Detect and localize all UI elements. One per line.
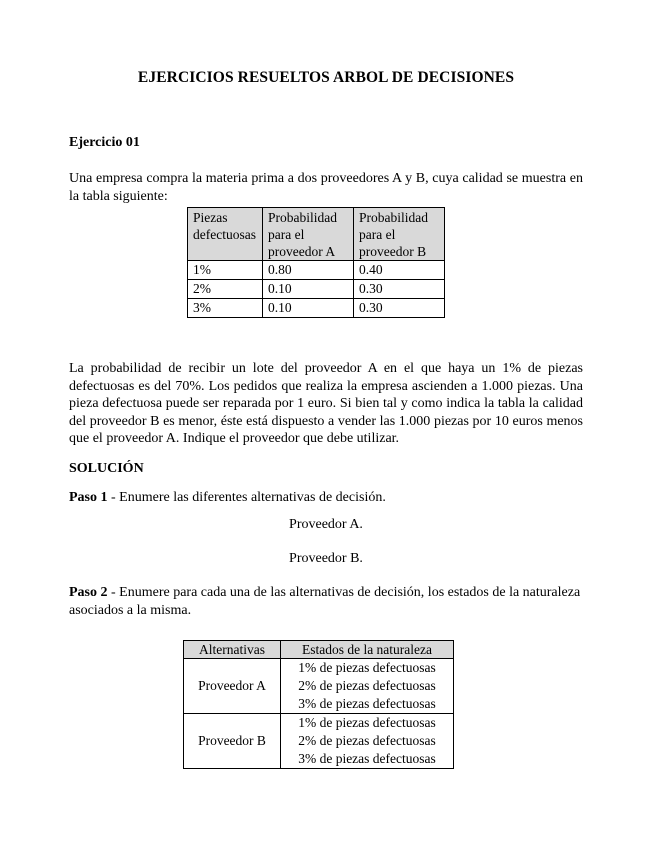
alternative-cell: Proveedor B [184, 714, 281, 769]
table-row [184, 714, 454, 769]
state-item: 2% de piezas defectuosas [298, 733, 436, 748]
table-row [184, 659, 454, 714]
table-cell: 0.10 [263, 280, 354, 299]
step1-paragraph [69, 489, 583, 507]
table-cell: 0.10 [263, 299, 354, 318]
state-item: 1% de piezas defectuosas [298, 715, 436, 730]
state-item: 1% de piezas defectuosas [298, 660, 436, 675]
states-cell [281, 659, 454, 714]
header-prob-supplier-b: Probabilidad para el proveedor B [354, 208, 445, 261]
header-prob-supplier-a: Probabilidad para el proveedor A [263, 208, 354, 261]
intro-paragraph: Una empresa compra la materia prima a dos proveedores A y B, cuya calidad se muestra en la tabla siguiente: [69, 171, 583, 204]
table-row [188, 280, 445, 299]
state-item: 3% de piezas defectuosas [298, 751, 436, 766]
step2-paragraph [69, 584, 583, 619]
problem-paragraph: La probabilidad de recibir un lote del proveedor A en el que haya un 1% de piezas defectuosas es del 70%. Los pedidos que realiza la empresa ascienden a 1.000 piezas. Una pieza defectuosa puede ser reparada por 1 euro. Si bien tal y como indica la tabla la calidad del proveedor B es menor, éste está dispuesto a vender las 1.000 piezas por 10 euros menos que el proveedor A. Indique el proveedor que debe utilizar. [69, 361, 583, 446]
table-header-row [184, 641, 454, 659]
table-cell: 0.80 [263, 261, 354, 280]
header-states: Estados de la naturaleza [281, 641, 454, 659]
states-cell [281, 714, 454, 769]
step2-label: Paso 2 [69, 585, 108, 600]
solution-heading: SOLUCIÓN [69, 461, 144, 476]
state-item: 3% de piezas defectuosas [298, 696, 436, 711]
table-cell: 0.30 [354, 299, 445, 318]
step1-label: Paso 1 [69, 490, 108, 505]
alternative-a: Proveedor A. [289, 517, 363, 532]
state-item: 2% de piezas defectuosas [298, 678, 436, 693]
header-alternatives: Alternativas [184, 641, 281, 659]
table-cell: 1% [188, 261, 263, 280]
table-header-row [188, 208, 445, 261]
header-defective-pieces: Piezas defectuosas [188, 208, 263, 261]
probability-table [187, 207, 445, 318]
step1-text: - Enumere las diferentes alternativas de decisión. [107, 490, 386, 505]
alternative-b: Proveedor B. [289, 551, 363, 566]
table-cell: 2% [188, 280, 263, 299]
table-row [188, 299, 445, 318]
states-table [183, 640, 454, 769]
table-cell: 0.30 [354, 280, 445, 299]
exercise-heading: Ejercicio 01 [69, 135, 140, 150]
table-cell: 0.40 [354, 261, 445, 280]
table-row [188, 261, 445, 280]
page-title: EJERCICIOS RESUELTOS ARBOL DE DECISIONES [137, 69, 515, 86]
alternative-cell: Proveedor A [184, 659, 281, 714]
table-cell: 3% [188, 299, 263, 318]
step2-text: - Enumere para cada una de las alternativas de decisión, los estados de la naturaleza asociados a la misma. [69, 585, 581, 618]
